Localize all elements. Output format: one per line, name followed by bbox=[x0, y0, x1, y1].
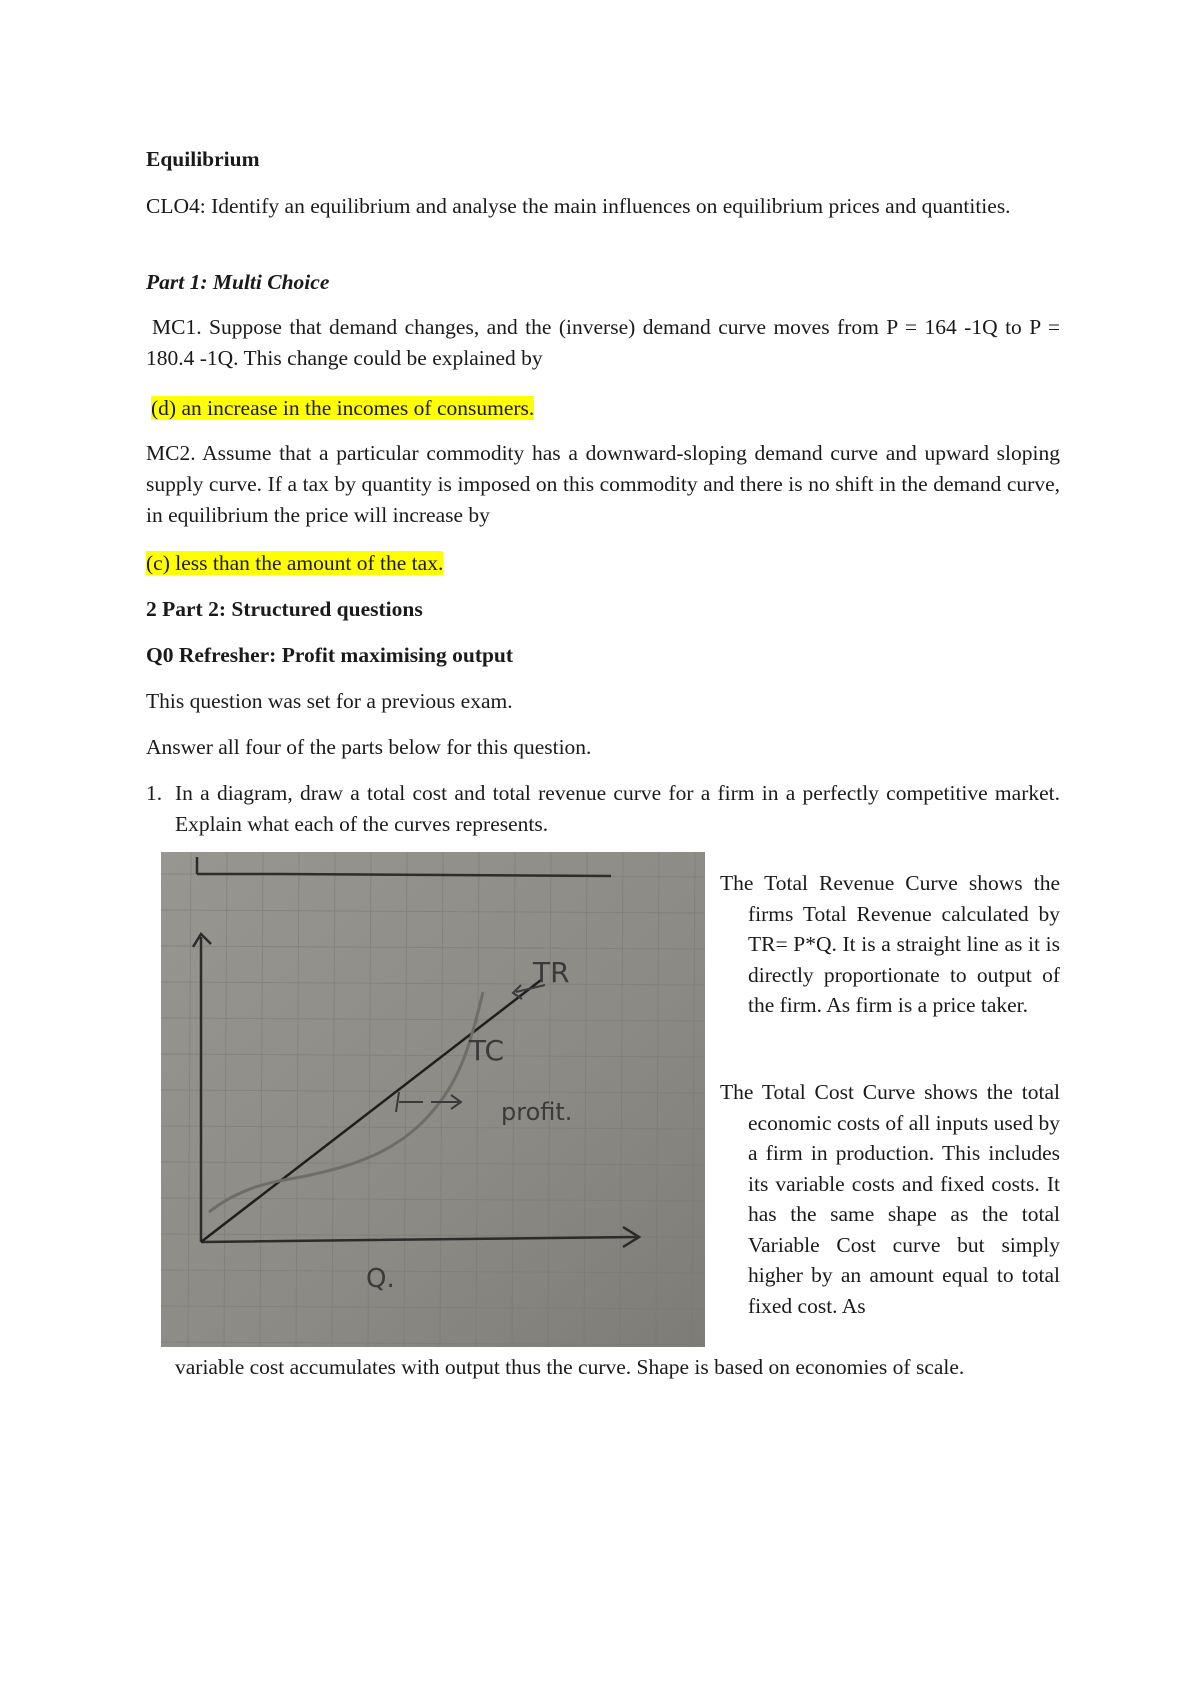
mc1-answer: (d) an increase in the incomes of consumers. bbox=[151, 396, 535, 420]
profit-label: profit. bbox=[501, 1098, 573, 1126]
tc-label: TC bbox=[469, 1034, 505, 1067]
document-title: Equilibrium bbox=[146, 147, 260, 171]
q-axis-label: Q. bbox=[366, 1264, 395, 1294]
question-1 bbox=[146, 778, 1060, 840]
clo-statement: CLO4: Identify an equilibrium and analyse the main influences on equilibrium prices and quantities. bbox=[146, 194, 1011, 218]
mc2-answer: (c) less than the amount of the tax. bbox=[146, 551, 444, 575]
question-1-number: 1. bbox=[146, 781, 163, 805]
mc1-answer-line bbox=[146, 393, 534, 424]
sketch-diagram bbox=[161, 852, 705, 1347]
part1-heading: Part 1: Multi Choice bbox=[146, 270, 330, 294]
tc-explanation-block bbox=[720, 1077, 1060, 1321]
tr-explanation: The Total Revenue Curve shows the firms Total Revenue calculated by TR= P*Q. It is a straight line as it is directly proportionate to output of the firm. As firm is a price taker. bbox=[720, 871, 1060, 1017]
tr-explanation-block bbox=[720, 868, 1060, 1021]
tr-label: TR bbox=[533, 956, 570, 989]
q0-instruction: Answer all four of the parts below for this question. bbox=[146, 735, 592, 759]
mc2-question: MC2. Assume that a particular commodity has a downward-sloping demand curve and upward sloping supply curve. If a tax by quantity is imposed on this commodity and there is no shift in the demand curve, in equilibrium the price will increase by bbox=[146, 441, 1060, 527]
question-1-text: In a diagram, draw a total cost and total revenue curve for a firm in a perfectly competitive market. Explain what each of the curves represents. bbox=[175, 781, 1060, 836]
q0-heading: Q0 Refresher: Profit maximising output bbox=[146, 643, 514, 667]
tc-explanation-side: The Total Cost Curve shows the total economic costs of all inputs used by a firm in production. This includes its variable costs and fixed costs. It has the same shape as the total Variable Cost curve but simply higher by an amount equal to total fixed cost. As bbox=[720, 1080, 1060, 1318]
mc1-question: MC1. Suppose that demand changes, and the (inverse) demand curve moves from P = 164 -1Q to P = 180.4 -1Q. This change could be explained by bbox=[146, 315, 1060, 370]
q0-intro: This question was set for a previous exam. bbox=[146, 689, 513, 713]
mc2-answer-line bbox=[146, 548, 443, 579]
tc-explanation-tail: variable cost accumulates with output thus the curve. Shape is based on economies of scale. bbox=[175, 1355, 965, 1379]
part2-heading: 2 Part 2: Structured questions bbox=[146, 597, 423, 621]
sketch-photo bbox=[161, 852, 705, 1347]
